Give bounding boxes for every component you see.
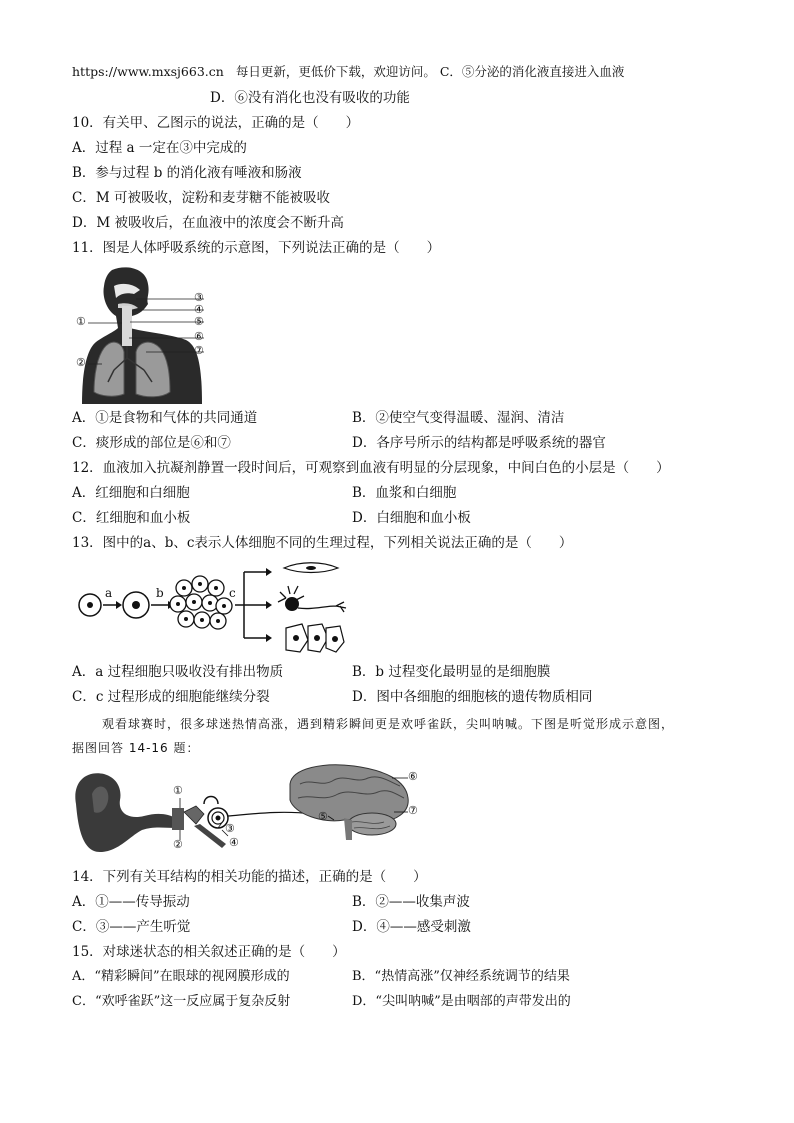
q11-option-c: C．痰形成的部位是⑥和⑦ xyxy=(72,435,231,451)
q13-option-b: B．b 过程变化最明显的是细胞膜 xyxy=(352,664,551,680)
q15-option-a: A．“精彩瞬间”在眼球的视网膜形成的 xyxy=(72,969,290,984)
ear-label-5: ⑤ xyxy=(318,810,328,823)
q14-option-b: B．②——收集声波 xyxy=(352,894,470,910)
q15-option-d: D．“尖叫呐喊”是由咽部的声带发出的 xyxy=(352,994,571,1009)
q10-option-b: B．参与过程 b 的消化液有唾液和肠液 xyxy=(72,165,302,181)
q13-stem: 13．图中的a、b、c表示人体细胞不同的生理过程，下列相关说法正确的是（ ） xyxy=(72,535,573,551)
q13-option-c: C．c 过程形成的细胞能继续分裂 xyxy=(72,689,270,705)
passage-line-2: 据图回答 14-16 题： xyxy=(72,741,200,755)
source-url: https://www.mxsj663.cn xyxy=(72,64,224,79)
q15-stem: 15．对球迷状态的相关叙述正确的是（ ） xyxy=(72,944,346,960)
q11-option-d: D．各序号所示的结构都是呼吸系统的器官 xyxy=(352,435,606,451)
q15-option-b: B．“热情高涨”仅神经系统调节的结果 xyxy=(352,969,570,984)
ear-label-7: ⑦ xyxy=(408,804,418,817)
q10-option-d: D．M 被吸收后，在血液中的浓度会不断升高 xyxy=(72,215,344,231)
passage-line-1: 观看球赛时，很多球迷热情高涨，遇到精彩瞬间更是欢呼雀跃，尖叫呐喊。下图是听觉形成示意图， xyxy=(102,717,675,731)
q13-option-a: A．a 过程细胞只吸收没有排出物质 xyxy=(72,664,284,680)
process-label-b: b xyxy=(156,586,164,600)
q12-option-a: A．红细胞和白细胞 xyxy=(72,485,190,501)
q13-option-d: D．图中各细胞的细胞核的遗传物质相同 xyxy=(352,689,593,705)
q9-option-c: C．⑤分泌的消化液直接进入血液 xyxy=(439,64,625,79)
q15-option-c: C．“欢呼雀跃”这一反应属于复杂反射 xyxy=(72,994,291,1009)
q12-option-d: D．白细胞和血小板 xyxy=(352,510,471,526)
resp-label-7: ⑦ xyxy=(194,344,204,357)
q10-stem: 10．有关甲、乙图示的说法，正确的是（ ） xyxy=(72,115,360,131)
process-label-c: c xyxy=(229,586,236,600)
ear-label-3: ③ xyxy=(225,822,235,835)
ear-label-2: ② xyxy=(173,838,183,851)
ear-label-4: ④ xyxy=(229,836,239,849)
respiratory-system-figure xyxy=(74,266,218,404)
q14-option-c: C．③——产生听觉 xyxy=(72,919,191,935)
resp-label-6: ⑥ xyxy=(194,330,204,343)
resp-label-4: ④ xyxy=(194,303,204,316)
q9-option-d: D．⑥没有消化也没有吸收的功能 xyxy=(210,90,410,106)
cell-process-figure xyxy=(72,562,356,656)
q12-option-c: C．红细胞和血小板 xyxy=(72,510,191,526)
resp-label-2: ② xyxy=(76,356,86,369)
hearing-formation-figure xyxy=(72,764,426,860)
cell-process-diagram xyxy=(72,562,356,656)
q14-option-d: D．④——感受刺激 xyxy=(352,919,471,935)
resp-label-1: ① xyxy=(76,315,86,328)
q14-stem: 14．下列有关耳结构的相关功能的描述，正确的是（ ） xyxy=(72,869,427,885)
ear-label-6: ⑥ xyxy=(408,770,418,783)
resp-label-5: ⑤ xyxy=(194,315,204,328)
header-tagline: 每日更新，更低价下载，欢迎访问。 xyxy=(235,64,436,79)
process-label-a: a xyxy=(105,586,113,600)
q11-stem: 11．图是人体呼吸系统的示意图，下列说法正确的是（ ） xyxy=(72,240,441,256)
q12-option-b: B．血浆和白细胞 xyxy=(352,485,457,501)
resp-label-3: ③ xyxy=(194,291,204,304)
header-line xyxy=(72,62,624,82)
q11-option-b: B．②使空气变得温暖、湿润、清洁 xyxy=(352,410,565,426)
q11-option-a: A．①是食物和气体的共同通道 xyxy=(72,410,258,426)
q12-stem: 12．血液加入抗凝剂静置一段时间后，可观察到血液有明显的分层现象，中间白色的小层是（ ） xyxy=(72,460,670,476)
q14-option-a: A．①——传导振动 xyxy=(72,894,190,910)
hearing-diagram xyxy=(72,764,426,860)
ear-label-1: ① xyxy=(173,784,183,797)
q10-option-a: A．过程 a 一定在③中完成的 xyxy=(72,140,247,156)
q10-option-c: C．M 可被吸收，淀粉和麦芽糖不能被吸收 xyxy=(72,190,330,206)
